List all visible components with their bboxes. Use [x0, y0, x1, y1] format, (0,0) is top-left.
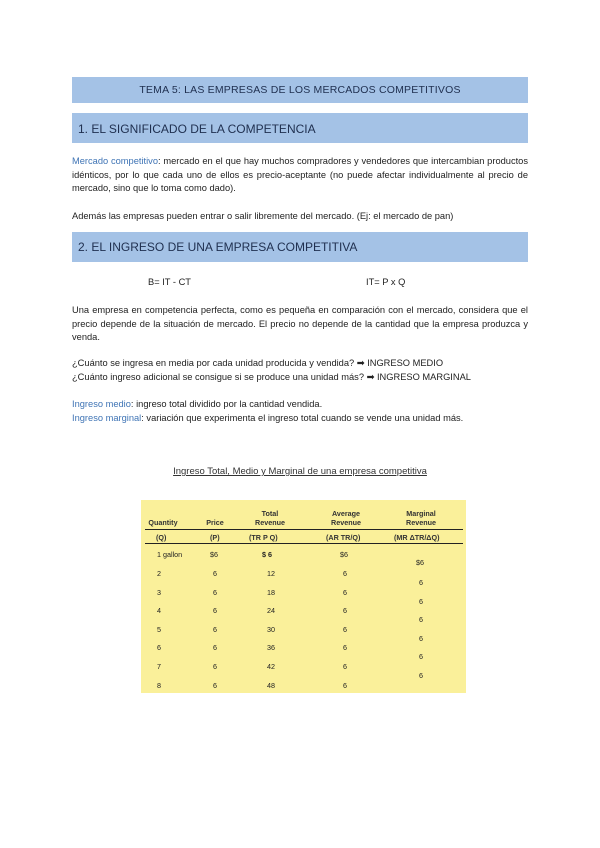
definition-text-ingreso-medio: : ingreso total dividido por la cantidad vendida.	[130, 399, 323, 409]
definition-mercado-competitivo: : mercado en el que hay muchos compradores y vendedores que intercambian productos idénticos, por lo que cada uno de ellos es precio-aceptante (no puede afectar individualmente al precio de mercado, sino que lo toma como dado).	[72, 156, 529, 193]
cell-total-revenue: 12	[267, 569, 275, 578]
definition-ingreso-medio	[72, 398, 528, 412]
cell-quantity: 3	[157, 588, 161, 597]
section-1-paragraph-2: Además las empresas pueden entrar o salir libremente del mercado. (Ej: el mercado de pan)	[72, 211, 454, 221]
subheader-average: (AR TR/Q)	[326, 533, 361, 542]
cell-price: 6	[213, 681, 217, 690]
header-marginal-line2: Revenue	[406, 518, 436, 527]
cell-marginal-revenue: 6	[419, 597, 423, 606]
formula-benefit: B= IT - CT	[148, 277, 191, 287]
cell-price: 6	[213, 588, 217, 597]
term-ingreso-medio: Ingreso medio	[72, 399, 131, 409]
cell-marginal-revenue: 6	[419, 615, 423, 624]
header-average-line2: Revenue	[331, 518, 361, 527]
cell-total-revenue: 30	[267, 625, 275, 634]
cell-total-revenue: 18	[267, 588, 275, 597]
cell-quantity: 6	[157, 643, 161, 652]
header-average-line1: Average	[331, 509, 361, 518]
cell-average-revenue: 6	[343, 643, 347, 652]
section-1-paragraph-1	[72, 155, 528, 196]
table-rule-header	[145, 543, 463, 544]
cell-marginal-revenue: 6	[419, 671, 423, 680]
document-title: TEMA 5: LAS EMPRESAS DE LOS MERCADOS COMPETITIVOS	[72, 77, 528, 103]
question-marginal-revenue: ¿Cuánto ingreso adicional se consigue si se produce una unidad más? ➡ INGRESO MARGINAL	[72, 372, 471, 382]
cell-quantity: 8	[157, 681, 161, 690]
term-mercado-competitivo: Mercado competitivo	[72, 156, 158, 166]
subheader-total: (TR P Q)	[249, 533, 278, 542]
header-marginal-line1: Marginal	[406, 509, 436, 518]
cell-total-revenue: 42	[267, 662, 275, 671]
cell-price: 6	[213, 643, 217, 652]
subheader-price: (P)	[210, 533, 220, 542]
cell-average-revenue: 6	[343, 625, 347, 634]
cell-marginal-revenue: $6	[416, 558, 424, 567]
cell-total-revenue: 48	[267, 681, 275, 690]
header-total-line1: Total	[261, 509, 279, 518]
cell-marginal-revenue: 6	[419, 652, 423, 661]
cell-total-revenue: 36	[267, 643, 275, 652]
header-price: Price	[206, 518, 224, 527]
table-caption: Ingreso Total, Medio y Marginal de una empresa competitiva	[173, 466, 427, 477]
cell-total-revenue: 24	[267, 606, 275, 615]
cell-price: 6	[213, 569, 217, 578]
header-total-line2: Revenue	[255, 518, 285, 527]
section-2-paragraph-1: Una empresa en competencia perfecta, como es pequeña en comparación con el mercado, considera que el precio depende de la situación de mercado. El precio no depende de la cantidad que la empresa produzca y venda.	[72, 305, 528, 342]
cell-marginal-revenue: 6	[419, 634, 423, 643]
cell-average-revenue: 6	[343, 606, 347, 615]
cell-quantity: 2	[157, 569, 161, 578]
subheader-quantity: (Q)	[156, 533, 167, 542]
table-rule-top	[145, 529, 463, 530]
cell-price: 6	[213, 625, 217, 634]
cell-price: 6	[213, 662, 217, 671]
question-average-revenue: ¿Cuánto se ingresa en media por cada unidad producida y vendida? ➡ INGRESO MEDIO	[72, 358, 444, 368]
cell-quantity: 5	[157, 625, 161, 634]
cell-price: 6	[213, 606, 217, 615]
section-2-heading: 2. EL INGRESO DE UNA EMPRESA COMPETITIVA	[72, 232, 528, 262]
cell-price: $6	[210, 550, 218, 559]
term-ingreso-marginal: Ingreso marginal	[72, 413, 142, 423]
definition-ingreso-marginal	[72, 412, 528, 426]
cell-quantity: 7	[157, 662, 161, 671]
formula-total-revenue: IT= P x Q	[366, 277, 406, 287]
cell-average-revenue: $6	[340, 550, 348, 559]
definition-text-ingreso-marginal: : variación que experimenta el ingreso total cuando se vende una unidad más.	[141, 413, 464, 423]
header-quantity: Quantity	[148, 518, 178, 527]
cell-total-revenue: $ 6	[262, 550, 272, 559]
cell-quantity: 4	[157, 606, 161, 615]
cell-average-revenue: 6	[343, 681, 347, 690]
cell-marginal-revenue: 6	[419, 578, 423, 587]
section-1-heading: 1. EL SIGNIFICADO DE LA COMPETENCIA	[72, 113, 528, 143]
cell-average-revenue: 6	[343, 569, 347, 578]
cell-quantity: 1 gallon	[157, 550, 183, 559]
cell-average-revenue: 6	[343, 662, 347, 671]
subheader-marginal: (MR ΔTR/ΔQ)	[394, 533, 440, 542]
cell-average-revenue: 6	[343, 588, 347, 597]
